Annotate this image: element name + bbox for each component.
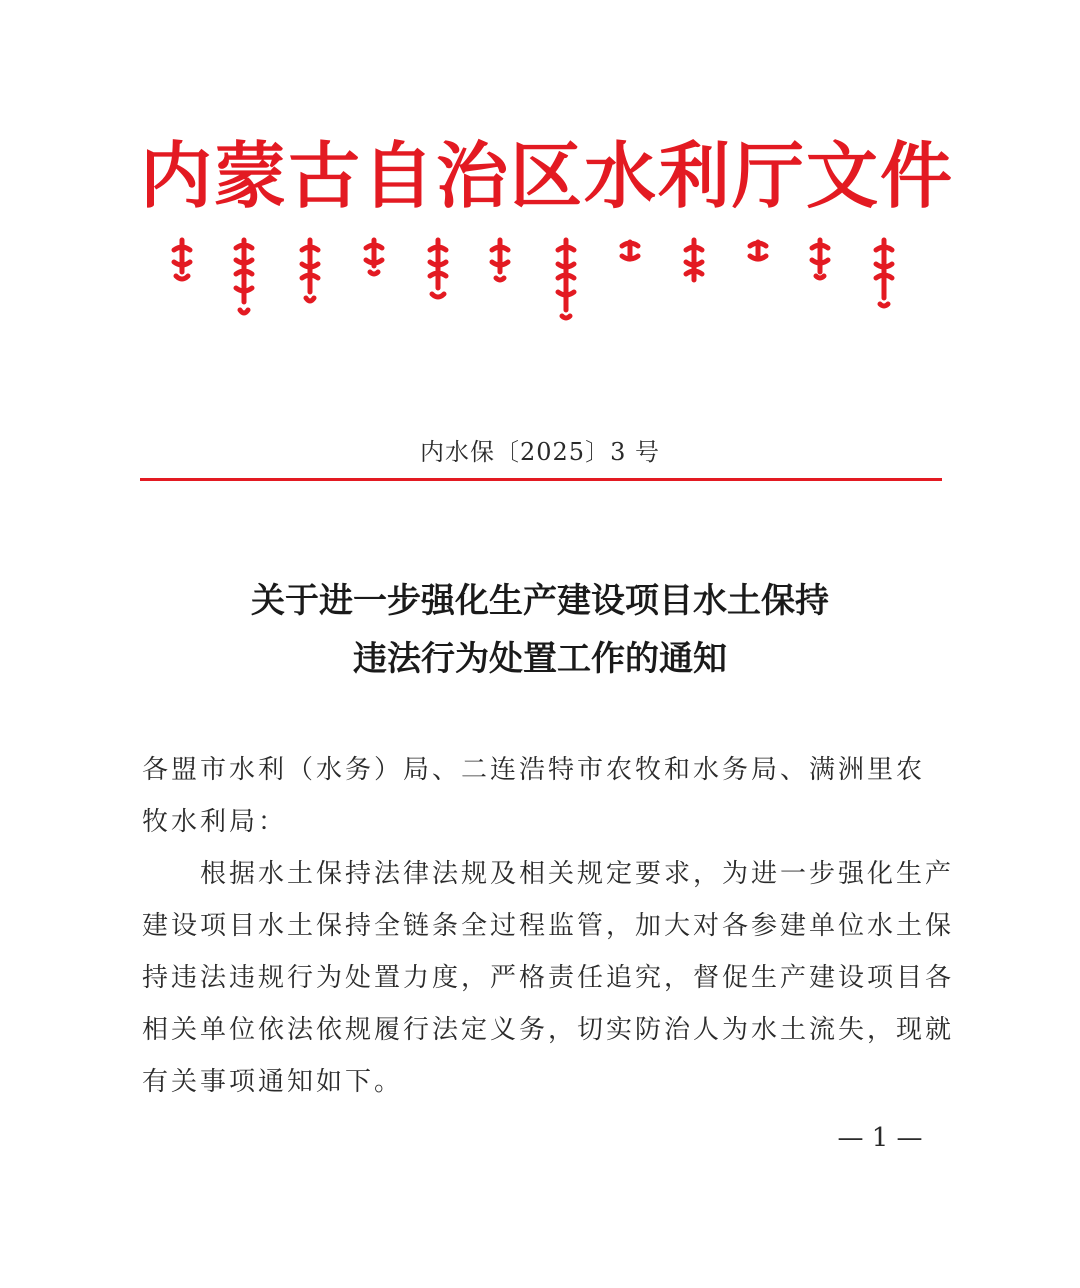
issuer-header-title: 内蒙古自治区水利厅文件 [140, 133, 955, 218]
title-line: 违法行为处置工作的通知 [353, 639, 727, 679]
body-line: 持违法违规行为处置力度，严格责任追究，督促生产建设项目各 [142, 963, 955, 993]
page-number: — 1 — [837, 1123, 923, 1153]
body-line: 根据水土保持法律法规及相关规定要求，为进一步强化生产 [142, 859, 955, 889]
body-line: 相关单位依法依规履行法定义务，切实防治人为水土流失，现就 [142, 1015, 955, 1045]
document-number: 内水保〔2025〕3 号 [420, 438, 660, 466]
body-paragraph [142, 848, 955, 1108]
title-line: 关于进一步强化生产建设项目水土保持 [251, 581, 829, 621]
body-line: 有关事项通知如下。 [142, 1067, 404, 1097]
addressee-line: 各盟市水利（水务）局、二连浩特市农牧和水务局、满洲里农 [142, 755, 926, 785]
addressee-block [142, 744, 942, 848]
addressee-line: 牧水利局： [142, 807, 288, 837]
red-separator-line [140, 478, 942, 481]
body-line: 建设项目水土保持全链条全过程监管，加大对各参建单位水土保 [142, 911, 955, 941]
mongolian-script-seal [160, 232, 920, 332]
document-title [140, 572, 940, 688]
